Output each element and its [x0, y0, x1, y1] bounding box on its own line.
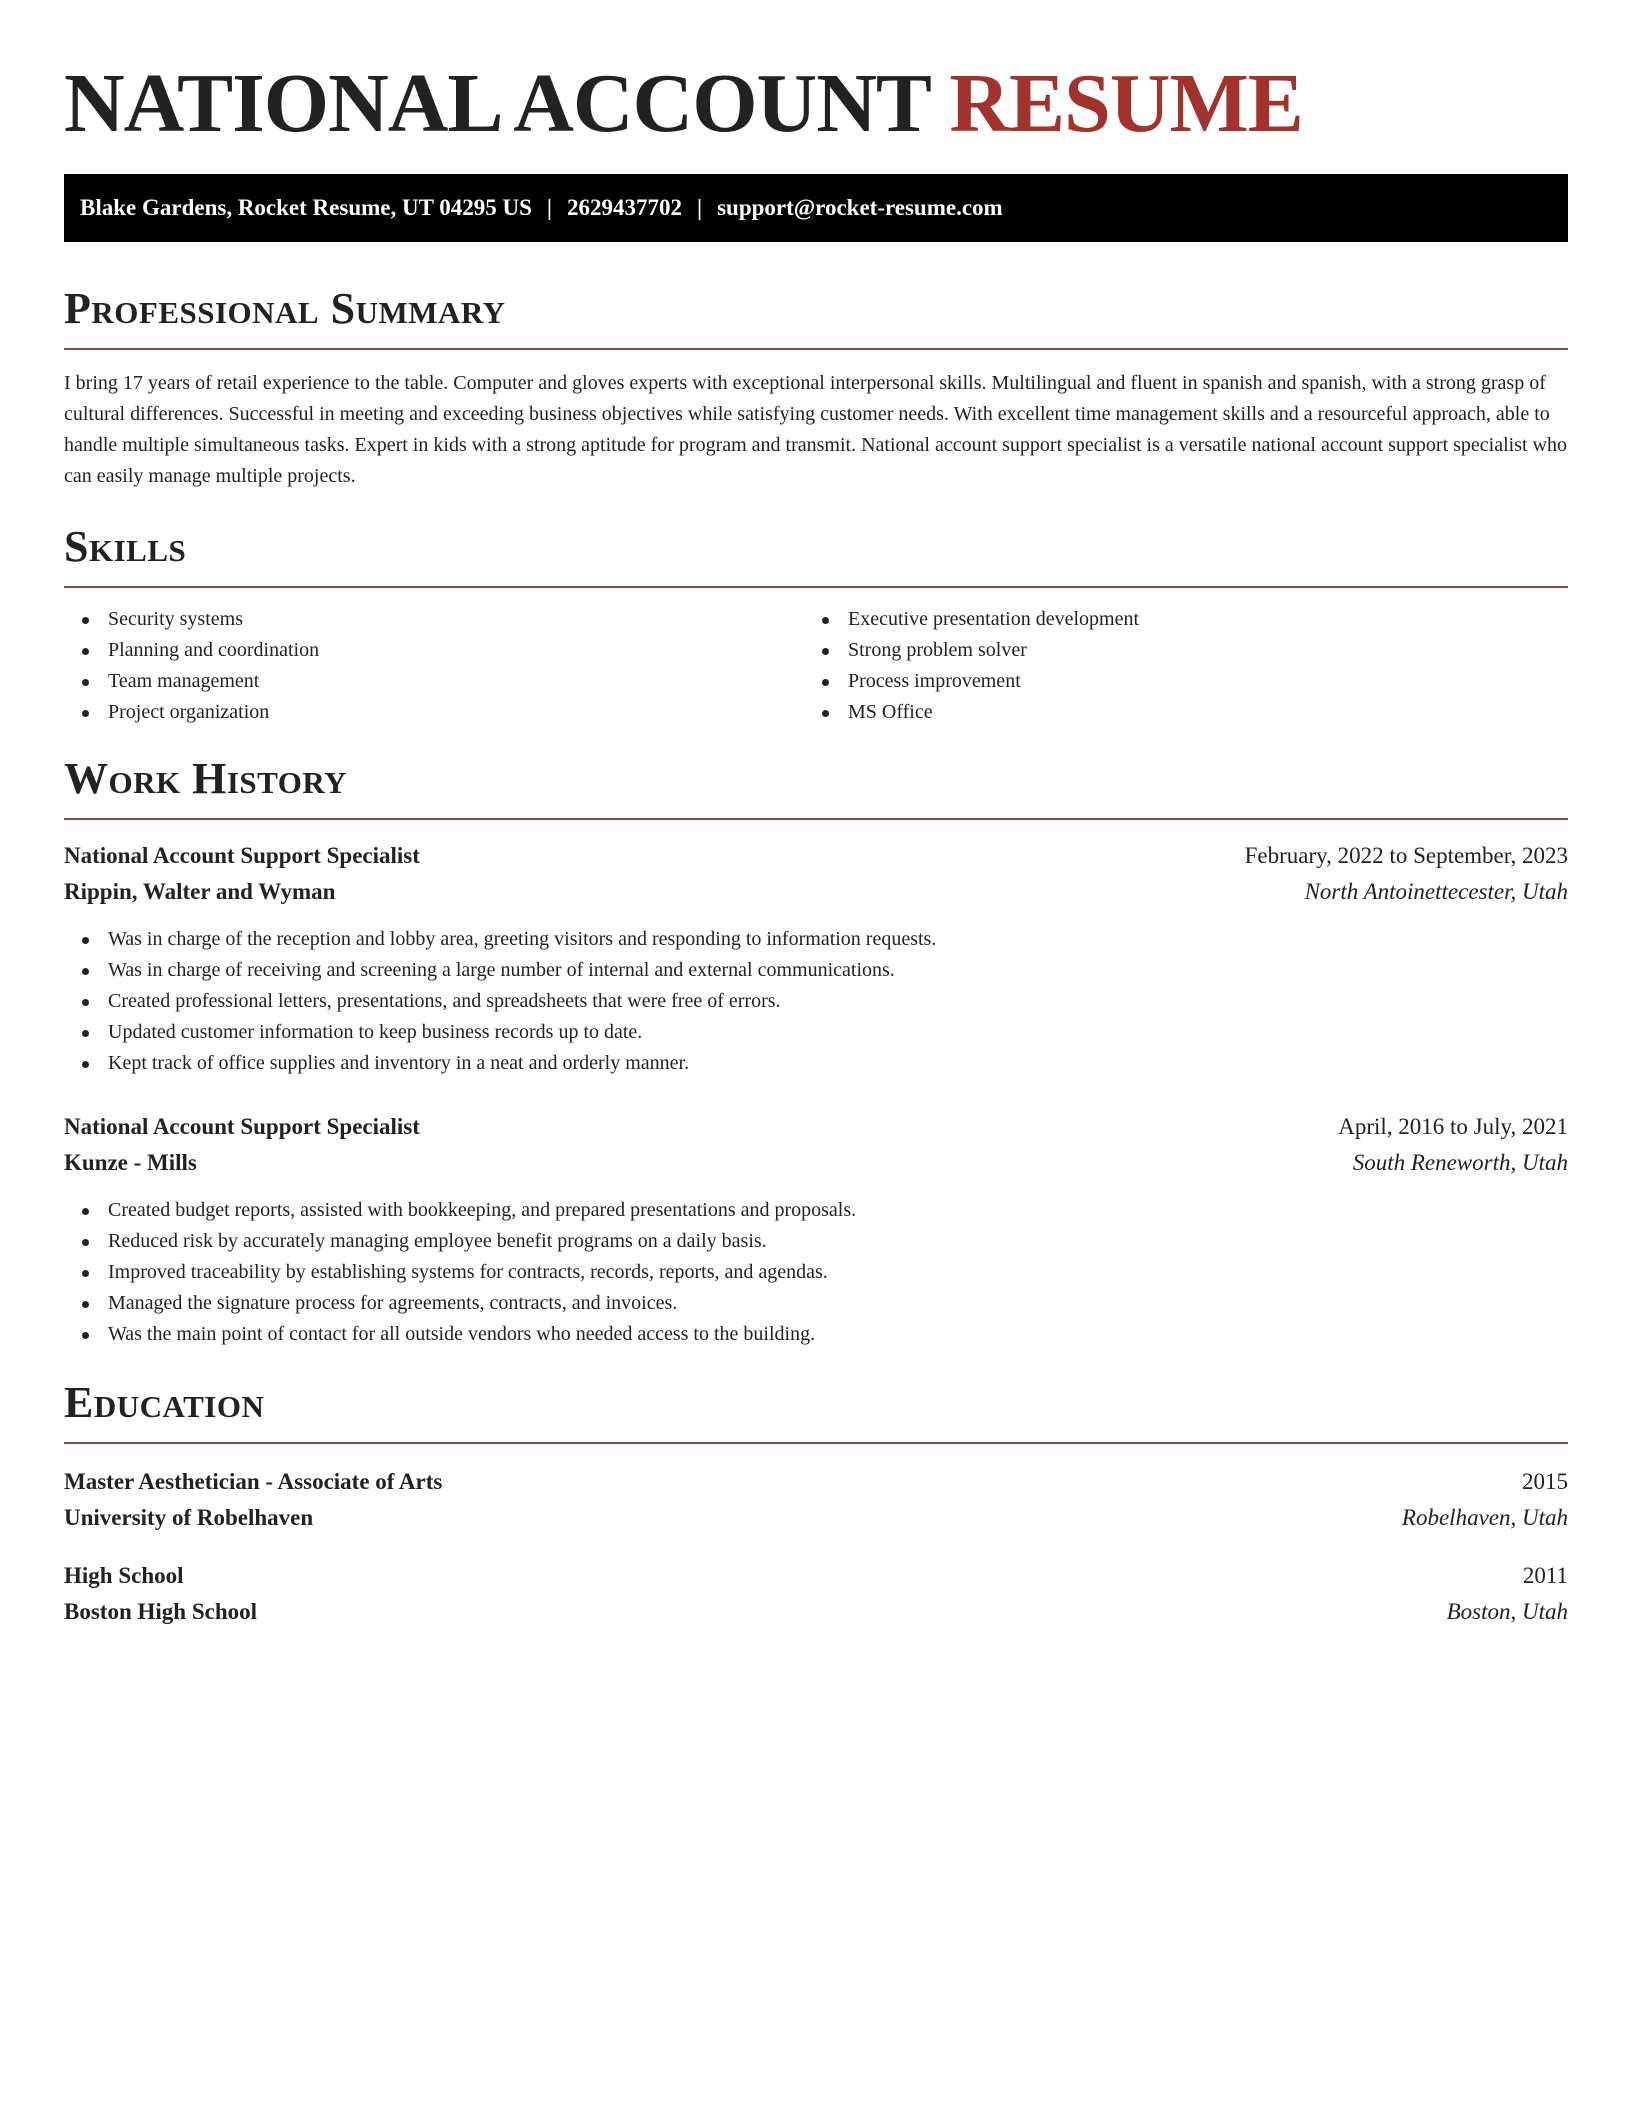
- job-duty: Was in charge of the reception and lobby area, greeting visitors and responding to information requests.: [64, 924, 1568, 955]
- skill-item: Project organization: [64, 697, 804, 728]
- job-duty: Was the main point of contact for all outside vendors who needed access to the building.: [64, 1319, 1568, 1350]
- job-duty: Updated customer information to keep business records up to date.: [64, 1017, 1568, 1048]
- job-dates: April, 2016 to July, 2021: [1338, 1114, 1568, 1139]
- skill-item: Team management: [64, 666, 804, 697]
- education-location: Boston, Utah: [1446, 1599, 1568, 1624]
- skills-column-left: [64, 604, 804, 728]
- job-title: National Account Support Specialist: [64, 1114, 420, 1139]
- education-year: 2015: [1522, 1469, 1568, 1494]
- resume-page: [64, 0, 1568, 1630]
- job-duties: [64, 924, 1568, 1079]
- job-title: National Account Support Specialist: [64, 843, 420, 868]
- job-company-row: [64, 1145, 1568, 1181]
- education-school-row: [64, 1500, 1568, 1536]
- job-duties: [64, 1195, 1568, 1350]
- resume-title: [64, 58, 1568, 150]
- skill-item: Security systems: [64, 604, 804, 635]
- contact-bar: [64, 174, 1568, 242]
- education-entry: [64, 1464, 1568, 1536]
- summary-heading: Professional Summary: [64, 284, 1568, 350]
- contact-address: Blake Gardens, Rocket Resume, UT 04295 US: [80, 195, 532, 220]
- job-duty: Created budget reports, assisted with bookkeeping, and prepared presentations and proposals.: [64, 1195, 1568, 1226]
- contact-separator: |: [546, 195, 552, 220]
- summary-text: I bring 17 years of retail experience to the table. Computer and gloves experts with exceptional interpersonal skills. Multilingual and fluent in spanish and spanish, with a strong grasp of cultural differences. Successful in meeting and exceeding business objectives while satisfying customer needs. With excellent time management skills and a resourceful approach, able to handle multiple simultaneous tasks. Expert in kids with a strong aptitude for program and transmit. National account support specialist is a versatile national account support specialist who can easily manage multiple projects.: [64, 372, 1567, 487]
- education-year: 2011: [1522, 1563, 1568, 1588]
- skill-item: Executive presentation development: [804, 604, 1544, 635]
- education-degree-row: [64, 1558, 1568, 1594]
- title-accent: RESUME: [949, 57, 1303, 150]
- job-entry: [64, 1109, 1568, 1350]
- contact-phone: 2629437702: [567, 195, 682, 220]
- job-dates: February, 2022 to September, 2023: [1244, 843, 1568, 868]
- work-history-heading: Work History: [64, 754, 1568, 820]
- job-duty: Was in charge of receiving and screening a large number of internal and external communications.: [64, 955, 1568, 986]
- skill-item: Strong problem solver: [804, 635, 1544, 666]
- education-location: Robelhaven, Utah: [1401, 1505, 1568, 1530]
- job-company-row: [64, 874, 1568, 910]
- contact-email: support@rocket-resume.com: [717, 195, 1003, 220]
- education-school: University of Robelhaven: [64, 1505, 314, 1530]
- job-duty: Created professional letters, presentations, and spreadsheets that were free of errors.: [64, 986, 1568, 1017]
- job-duty: Reduced risk by accurately managing employee benefit programs on a daily basis.: [64, 1226, 1568, 1257]
- contact-separator: |: [697, 195, 703, 220]
- education-degree: High School: [64, 1563, 184, 1588]
- job-header-row: [64, 1109, 1568, 1145]
- job-header-row: [64, 838, 1568, 874]
- job-company: Rippin, Walter and Wyman: [64, 879, 336, 904]
- education-heading: Education: [64, 1378, 1568, 1444]
- education-school: Boston High School: [64, 1599, 257, 1624]
- title-main: NATIONAL ACCOUNT: [64, 57, 930, 150]
- skill-item: Process improvement: [804, 666, 1544, 697]
- education-entry: [64, 1558, 1568, 1630]
- job-duty: Improved traceability by establishing systems for contracts, records, reports, and agendas.: [64, 1257, 1568, 1288]
- skills-heading: Skills: [64, 522, 1568, 588]
- skill-item: MS Office: [804, 697, 1544, 728]
- job-duty: Kept track of office supplies and inventory in a neat and orderly manner.: [64, 1048, 1568, 1079]
- job-company: Kunze - Mills: [64, 1150, 197, 1175]
- skills-column-right: [804, 604, 1544, 728]
- skills-list: [64, 604, 1568, 728]
- education-degree-row: [64, 1464, 1568, 1500]
- education-degree: Master Aesthetician - Associate of Arts: [64, 1469, 443, 1494]
- job-entry: [64, 838, 1568, 1079]
- job-location: South Reneworth, Utah: [1352, 1150, 1568, 1175]
- job-location: North Antoinettecester, Utah: [1304, 879, 1568, 904]
- job-duty: Managed the signature process for agreements, contracts, and invoices.: [64, 1288, 1568, 1319]
- education-school-row: [64, 1594, 1568, 1630]
- skill-item: Planning and coordination: [64, 635, 804, 666]
